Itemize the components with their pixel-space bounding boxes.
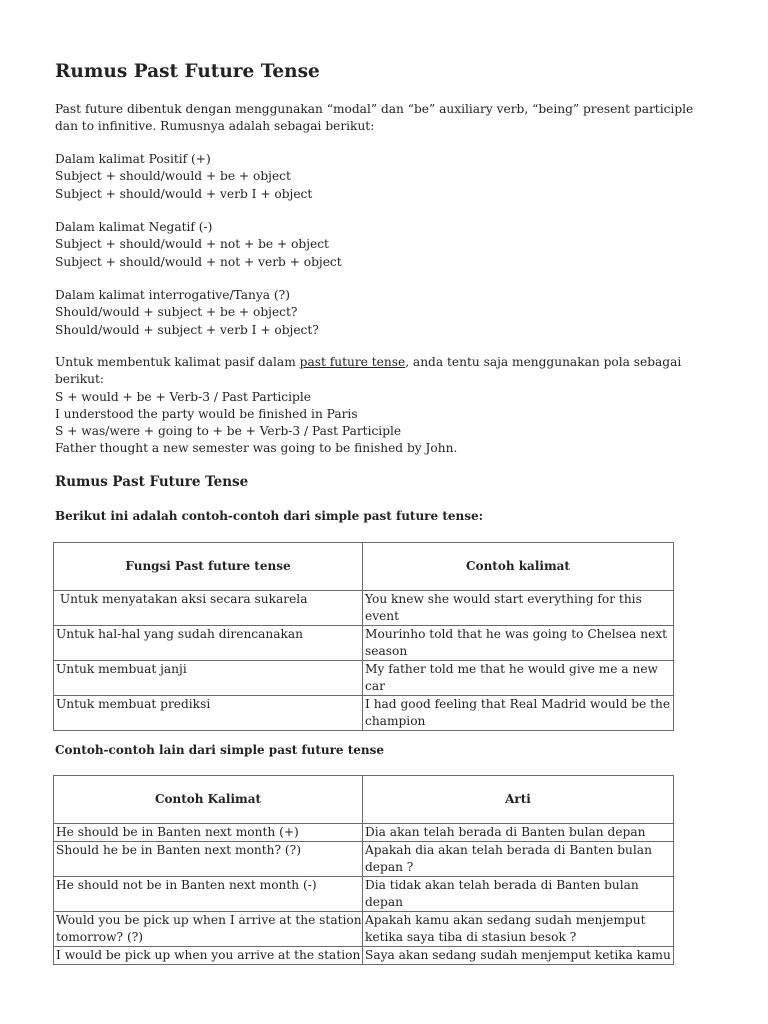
table-row	[54, 947, 674, 965]
negative-formula-block: Dalam kalimat Negatif (-) Subject + should/would + not + be + object Subject + should/would + not + verb + object	[55, 220, 342, 269]
table-cell: Apakah dia akan telah berada di Banten bulan depan ?	[363, 842, 674, 877]
past-future-tense-link[interactable]: past future tense	[299, 355, 406, 369]
table-row	[54, 696, 674, 731]
table-cell: My father told me that he would give me a new car	[363, 661, 674, 696]
intro-paragraph: Past future dibentuk dengan menggunakan “modal” dan “be” auxiliary verb, “being” present participle dan to infinitive. Rumusnya adalah sebagai berikut:	[55, 102, 694, 134]
table-row	[54, 661, 674, 696]
table-cell: Would you be pick up when I arrive at the station tomorrow? (?)	[54, 912, 363, 947]
positive-formula-block: Dalam kalimat Positif (+) Subject + should/would + be + object Subject + should/would + verb I + object	[55, 152, 313, 201]
interrogative-formula-block: Dalam kalimat interrogative/Tanya (?) Should/would + subject + be + object? Should/would + subject + verb I + object?	[55, 288, 319, 337]
table-row	[54, 877, 674, 912]
table-cell: He should be in Banten next month (+)	[54, 824, 363, 842]
table-row	[54, 912, 674, 947]
table-row	[54, 842, 674, 877]
table-cell: Saya akan sedang sudah menjemput ketika kamu	[363, 947, 674, 965]
column-header: Arti	[363, 776, 674, 824]
table2-caption: Contoh-contoh lain dari simple past future tense	[55, 743, 385, 757]
passive-formula-block: Untuk membentuk kalimat pasif dalam past future tense, anda tentu saja menggunakan pola sebagai berikut: S + would + be + Verb-3 / Past Participle I understood the party would be finished in Paris S + was/were + going to + be + Verb-3 / Past Participle Father thought a new semester was going to be finished by John.	[55, 355, 682, 456]
table-cell: Untuk membuat prediksi	[54, 696, 363, 731]
table-cell: Apakah kamu akan sedang sudah menjemput ketika saya tiba di stasiun besok ?	[363, 912, 674, 947]
table-cell: Dia tidak akan telah berada di Banten bulan depan	[363, 877, 674, 912]
table-cell: Dia akan telah berada di Banten bulan depan	[363, 824, 674, 842]
table-row	[54, 824, 674, 842]
column-header: Contoh kalimat	[363, 543, 674, 591]
table-cell: I had good feeling that Real Madrid would be the champion	[363, 696, 674, 731]
page-title: Rumus Past Future Tense	[55, 61, 320, 82]
table-cell: Should he be in Banten next month? (?)	[54, 842, 363, 877]
table-cell: Untuk hal-hal yang sudah direncanakan	[54, 626, 363, 661]
section-heading: Rumus Past Future Tense	[55, 474, 249, 490]
table-cell: I would be pick up when you arrive at the station	[54, 947, 363, 965]
table-cell: He should not be in Banten next month (-)	[54, 877, 363, 912]
table-row	[54, 591, 674, 626]
table-header-row	[54, 543, 674, 591]
table-cell: Mourinho told that he was going to Chelsea next season	[363, 626, 674, 661]
examples-table	[53, 775, 674, 965]
table-row	[54, 626, 674, 661]
column-header: Fungsi Past future tense	[54, 543, 363, 591]
table1-caption: Berikut ini adalah contoh-contoh dari simple past future tense:	[55, 509, 484, 523]
table-header-row	[54, 776, 674, 824]
table-cell: Untuk membuat janji	[54, 661, 363, 696]
column-header: Contoh Kalimat	[54, 776, 363, 824]
table-cell: Untuk menyatakan aksi secara sukarela	[54, 591, 363, 626]
usage-table	[53, 542, 674, 731]
table-cell: You knew she would start everything for this event	[363, 591, 674, 626]
